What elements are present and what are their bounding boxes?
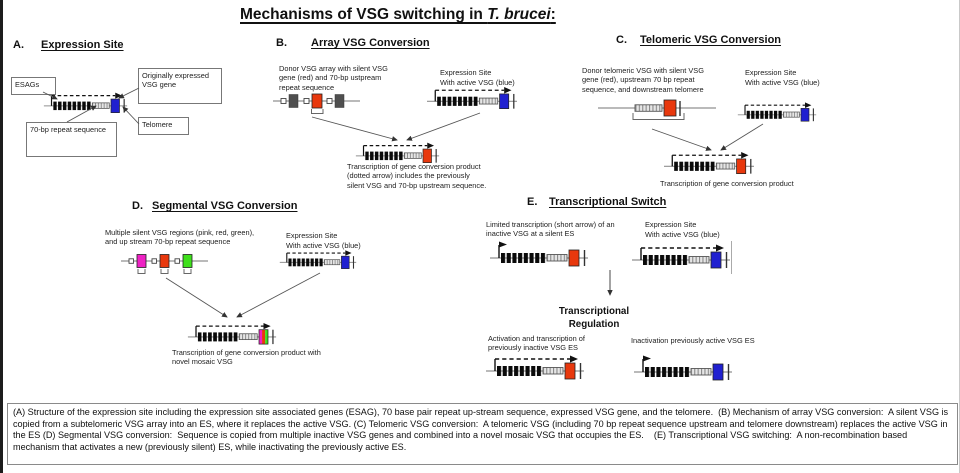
spacer-box xyxy=(175,259,180,264)
esag-boxes xyxy=(437,97,478,106)
repeat-70bp-segment xyxy=(543,368,563,375)
vsg-gene-box xyxy=(801,108,809,121)
panel-d-label: D. xyxy=(132,200,143,212)
c-expression-site-construct xyxy=(737,98,817,124)
vsg-gene-box xyxy=(341,256,349,268)
b-donor-caption: Donor VSG array with silent VSG gene (red) and 70-bp ustpream repeat sequence xyxy=(279,64,388,92)
d-product-mosaic-construct xyxy=(187,318,277,347)
spacer-box xyxy=(152,259,157,264)
c-product-caption: Transcription of gene conversion product xyxy=(660,179,794,188)
silent-vsg-red-box xyxy=(664,100,676,116)
e-regulation-label xyxy=(548,306,640,331)
panel-a-heading: Expression Site xyxy=(41,39,124,51)
silent-vsg-red-box xyxy=(312,94,322,108)
esag-boxes xyxy=(645,367,690,377)
vsg-gene-box xyxy=(711,252,721,268)
telomere-callout-box: Telomere xyxy=(138,117,189,135)
esag-boxes xyxy=(497,366,542,376)
c-es-caption-line2: With active VSG (blue) xyxy=(745,77,820,87)
panel-a-callout-lines xyxy=(3,60,243,170)
d-es-caption-line1: Expression Site xyxy=(286,231,338,240)
panel-b-heading: Array VSG Conversion xyxy=(311,37,430,49)
b-product-caption: Transcription of gene conversion product (dotted arrow) includes the previously silent VSG and 70-bp upstream sequence. xyxy=(347,162,487,190)
e-activated-es-construct xyxy=(485,350,585,382)
vsg-gene-box xyxy=(737,159,746,174)
stray-divider-line xyxy=(731,241,732,274)
panel-d-converge-arrows xyxy=(153,270,333,322)
silent-vsg-green-box xyxy=(183,255,192,268)
esag-boxes xyxy=(198,332,238,341)
panel-c-heading: Telomeric VSG Conversion xyxy=(640,34,782,46)
d-expression-site-construct xyxy=(279,246,357,271)
e-regulation-line1: Transcriptional xyxy=(558,306,630,317)
c-product-construct xyxy=(663,147,755,176)
e-regulation-line2: Regulation xyxy=(568,318,620,330)
repeat-70bp-segment xyxy=(479,98,497,104)
e-down-arrow xyxy=(601,268,621,301)
figure-legend-box: (A) Structure of the expression site including the expression site associated genes (ESAG), 70 base pair repeat up-stream sequence, expressed VSG gene, and the telomere. (B) Mechanism of array VSG conversion: A silent VSG is copied from a subtelomeric VSG array into an ES, where it replaces the active VSG. (C) Telomeric VSG conversion: A telomeric VSG (including 70 bp repeat sequence upstream and telomere downstream) replaces the active VSG in the ES (D) Segmental VSG conversion: Sequence is copied from multiple inactive VSG genes and combined into a novel mosaic VSG that occupies the ES. (E) Transcriptional VSG switching: A non-recombination based mechanism that activates a new (previously silent) ES, while inactivating the previously active ES. xyxy=(7,403,958,465)
esag-boxes xyxy=(501,253,546,263)
e-es-caption xyxy=(645,220,720,239)
figure-title xyxy=(240,6,556,24)
repeat-70bp-segment xyxy=(783,112,799,117)
esag-boxes xyxy=(365,152,403,160)
c-es-caption-line1: Expression Site xyxy=(745,68,797,77)
e-inactivated-es-construct xyxy=(633,351,733,383)
vsg-gene-box xyxy=(500,94,509,109)
b-expression-site-construct xyxy=(426,82,518,111)
c-es-caption xyxy=(745,68,820,87)
e-es-caption-line2: With active VSG (blue) xyxy=(645,229,720,239)
b-es-caption-line2: With active VSG (blue) xyxy=(440,77,515,87)
spacer-box xyxy=(281,99,286,104)
c-donor-telomeric-construct xyxy=(598,96,718,124)
e-silent-es-construct xyxy=(489,237,589,269)
spacer-box xyxy=(327,99,332,104)
d-donor-caption: Multiple silent VSG regions (pink, red, green), and up stream 70-bp repeat sequence xyxy=(105,228,255,247)
esags-callout-box: ESAGs xyxy=(11,77,56,95)
silent-vsg-red-box xyxy=(160,255,169,268)
repeat-sequence-callout-box: 70-bp repeat sequence xyxy=(26,122,117,157)
repeat-70bp-segment xyxy=(239,334,257,340)
silent-vsg-gray-box xyxy=(335,95,344,108)
b-es-caption-line1: Expression Site xyxy=(440,68,492,77)
silent-vsg-gray-box xyxy=(289,95,298,108)
vsg-gene-box xyxy=(713,364,723,380)
e-inactivation-caption: Inactivation previously active VSG ES xyxy=(631,336,755,345)
e-activation-caption: Activation and transcription of previously inactive VSG ES xyxy=(488,334,585,353)
repeat-70bp-segment xyxy=(716,163,734,169)
e-silent-caption: Limited transcription (short arrow) of an inactive VSG at a silent ES xyxy=(486,220,615,239)
vsg-gene-box xyxy=(423,149,431,163)
panel-b-label: B. xyxy=(276,37,287,49)
panel-e-label: E. xyxy=(527,196,538,208)
repeat-70bp-segment xyxy=(691,369,711,376)
figure-title-text: Mechanisms of VSG switching in xyxy=(240,6,488,23)
spacer-box xyxy=(129,259,134,264)
repeat-70bp-segment xyxy=(324,260,340,265)
repeat-70bp-segment xyxy=(635,105,662,112)
d-product-caption: Transcription of gene conversion product with novel mosaic VSG xyxy=(172,348,321,367)
esag-boxes xyxy=(747,111,783,119)
repeat-70bp-segment xyxy=(689,257,709,264)
conversion-bracket xyxy=(138,269,145,274)
vsg-gene-box xyxy=(569,250,579,266)
originally-expressed-vsg-callout-box: Originally expressed VSG gene xyxy=(138,68,222,104)
panel-d-heading: Segmental VSG Conversion xyxy=(152,200,298,212)
figure-title-species: T. brucei xyxy=(487,6,551,23)
e-active-es-construct xyxy=(631,239,731,271)
mosaic-vsg-box xyxy=(259,330,268,344)
panel-e-heading: Transcriptional Switch xyxy=(549,196,667,208)
figure-title-colon: : xyxy=(550,6,556,23)
repeat-70bp-segment xyxy=(547,255,567,262)
repeat-70bp-segment xyxy=(404,153,421,159)
esag-boxes xyxy=(643,255,688,265)
d-es-caption-line2: With active VSG (blue) xyxy=(286,240,361,250)
silent-vsg-pink-box xyxy=(137,255,146,268)
panel-a-label: A. xyxy=(13,39,24,51)
vsg-gene-box xyxy=(565,363,575,379)
panel-c-label: C. xyxy=(616,34,627,46)
spacer-box xyxy=(304,99,309,104)
esag-boxes xyxy=(674,162,715,171)
e-es-caption-line1: Expression Site xyxy=(645,220,697,229)
c-donor-caption: Donor telomeric VSG with silent VSG gene (red), upstream 70 bp repeat sequence, and downstream telomere xyxy=(582,66,704,94)
esag-boxes xyxy=(288,259,323,267)
